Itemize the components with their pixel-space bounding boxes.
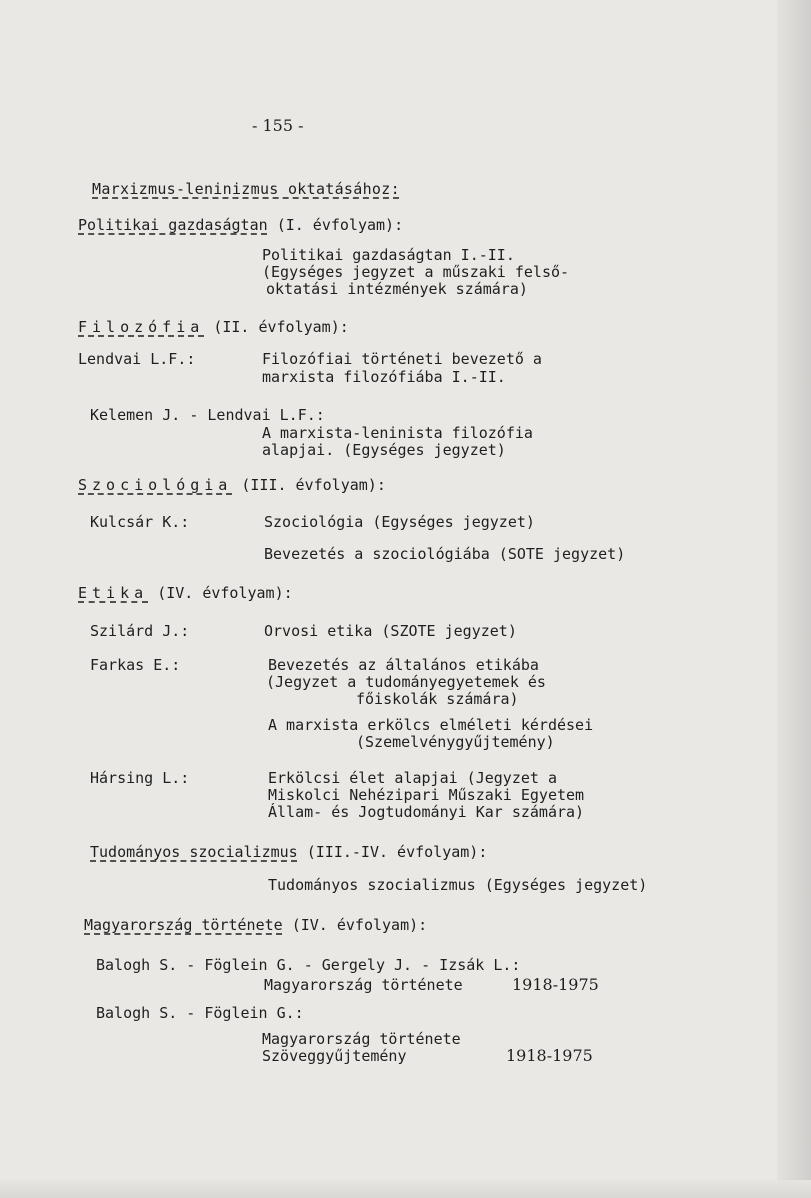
section-year: (I. évfolyam):: [276, 216, 404, 234]
entry-author: Kelemen J. - Lendvai L.F.:: [90, 406, 325, 424]
entry-line: Állam- és Jogtudományi Kar számára): [268, 803, 585, 821]
entry-line: Bevezetés az általános etikába: [268, 656, 539, 674]
entry-author: Balogh S. - Föglein G. - Gergely J. - Izsák L.:: [96, 956, 521, 974]
section-title-row: [78, 216, 403, 235]
entry-line: (Jegyzet a tudományegyetemek és: [266, 673, 546, 691]
section-title-row: [78, 584, 293, 603]
entry-line: marxista filozófiába I.-II.: [262, 368, 506, 386]
section-title-row: [84, 916, 427, 935]
section-title-political-economy: Politikai gazdaságtan: [78, 216, 268, 234]
section-year: (IV. évfolyam):: [291, 916, 428, 934]
section-title-row: [90, 843, 487, 862]
entry-line: Politikai gazdaságtan I.-II.: [262, 246, 515, 264]
section-year: (IV. évfolyam):: [157, 584, 293, 602]
entry-years: 1918-1975: [512, 975, 599, 994]
entry-line: Szociológia (Egységes jegyzet): [264, 513, 535, 531]
entry-author: Hársing L.:: [90, 769, 190, 787]
section-title-philosophy: Filozófia: [78, 318, 205, 336]
entry-line: Filozófiai történeti bevezető a: [262, 350, 542, 368]
section-title-row: [78, 318, 349, 337]
entry-author: Kulcsár K.:: [90, 513, 190, 531]
section-year: (II. évfolyam):: [213, 318, 349, 336]
page-number: - 155 -: [252, 116, 304, 135]
entry-line: (Szemelvénygyűjtemény): [356, 733, 555, 751]
entry-line: Magyarország története: [264, 976, 463, 994]
entry-author: Farkas E.:: [90, 656, 181, 674]
section-title-sociology: Szociológia: [78, 476, 233, 494]
entry-line: Tudományos szocializmus (Egységes jegyzet): [268, 876, 648, 894]
entry-line: (Egységes jegyzet a műszaki felső-: [262, 263, 570, 281]
page-heading: Marxizmus-leninizmus oktatásához:: [92, 180, 400, 198]
entry-author: Lendvai L.F.:: [78, 350, 196, 368]
section-title-ethics: Etika: [78, 584, 149, 602]
entry-line: alapjai. (Egységes jegyzet): [262, 441, 506, 459]
section-title-scientific-socialism: Tudományos szocializmus: [90, 843, 298, 861]
section-title-hungarian-history: Magyarország története: [84, 916, 283, 934]
entry-line: Orvosi etika (SZOTE jegyzet): [264, 622, 517, 640]
entry-author: Balogh S. - Föglein G.:: [96, 1004, 304, 1022]
entry-line: Magyarország története: [262, 1030, 461, 1048]
entry-years: 1918-1975: [506, 1046, 593, 1065]
entry-line: Bevezetés a szociológiába (SOTE jegyzet): [264, 545, 626, 563]
entry-line: A marxista-leninista filozófia: [262, 424, 533, 442]
entry-line: A marxista erkölcs elméleti kérdései: [268, 716, 594, 734]
entry-line: Miskolci Nehézipari Műszaki Egyetem: [268, 786, 585, 804]
entry-line: Erkölcsi élet alapjai (Jegyzet a: [268, 769, 557, 787]
entry-line: Szöveggyűjtemény: [262, 1047, 407, 1065]
section-year: (III. évfolyam):: [241, 476, 386, 494]
section-title-row: [78, 476, 386, 495]
entry-line: oktatási intézmények számára): [266, 280, 528, 298]
section-year: (III.-IV. évfolyam):: [306, 843, 488, 861]
entry-author: Szilárd J.:: [90, 622, 190, 640]
entry-line: főiskolák számára): [356, 690, 519, 708]
